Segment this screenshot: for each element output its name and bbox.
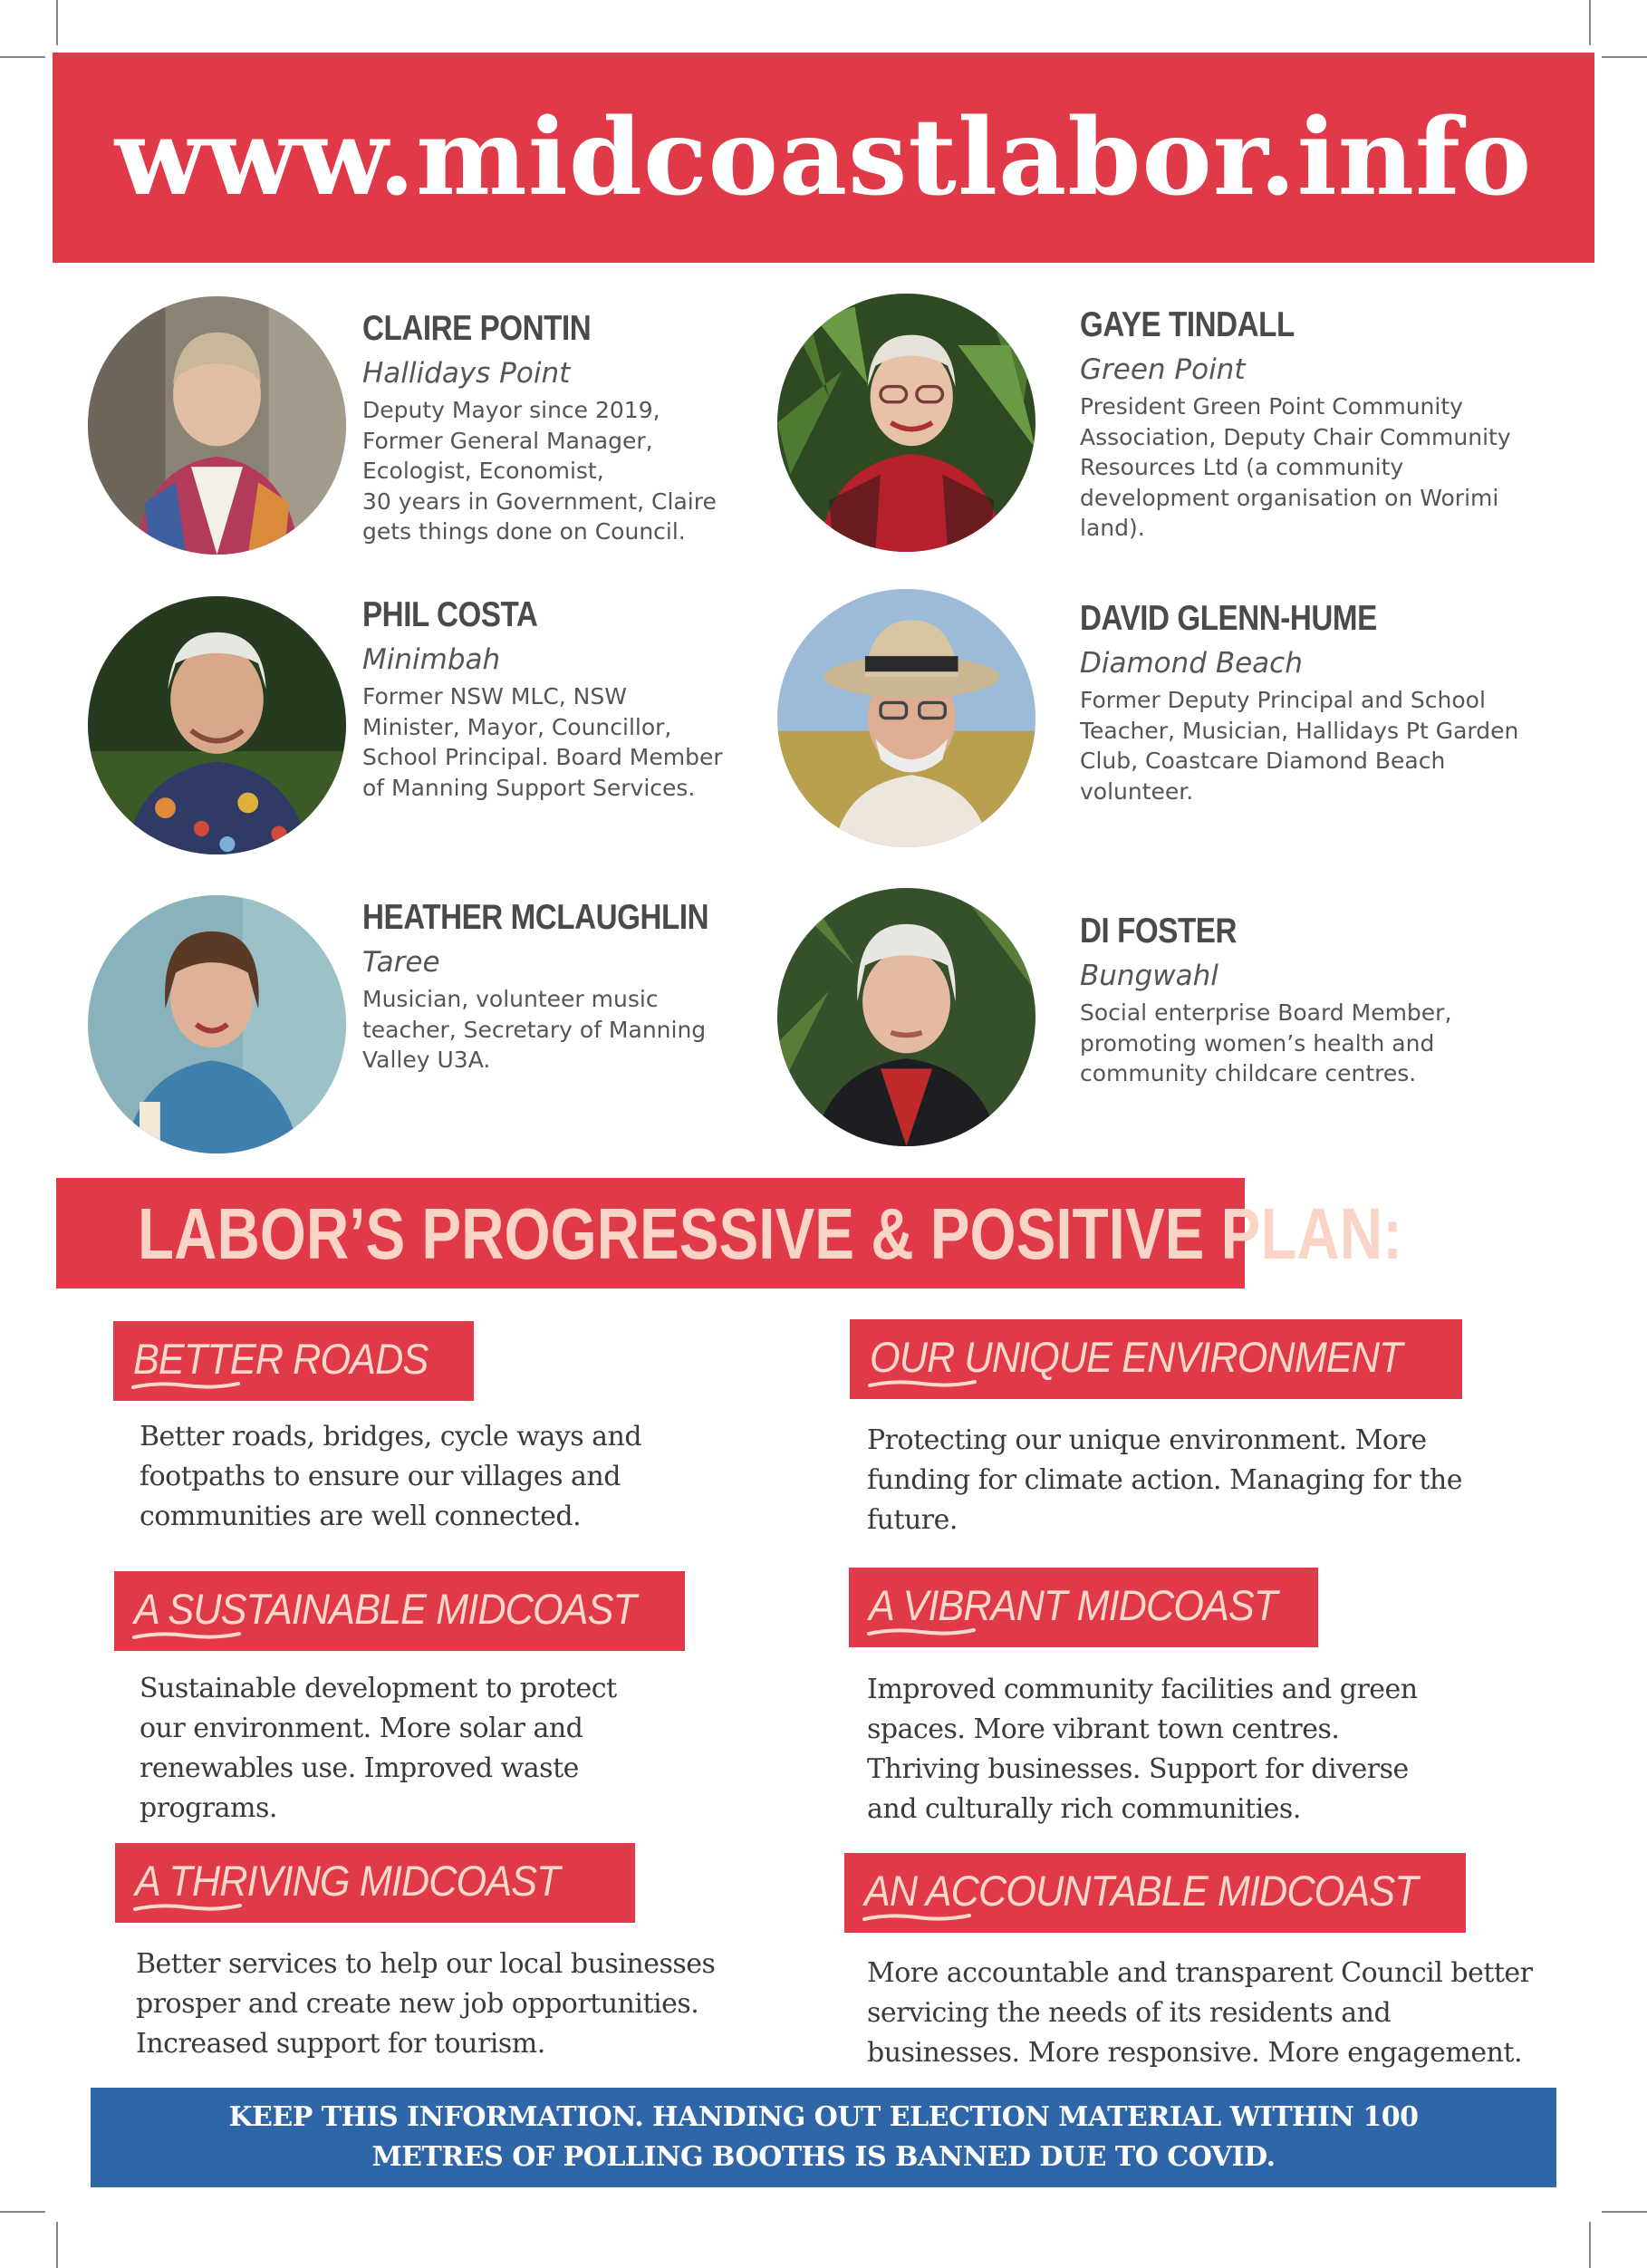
description-line: servicing the needs of its residents and	[867, 1997, 1392, 2029]
plan-item-description	[867, 1670, 1418, 1829]
candidate-location: Bungwahl	[1080, 960, 1218, 992]
candidate-description	[1080, 391, 1587, 544]
description-line: funding for climate action. Managing for the	[867, 1464, 1462, 1496]
candidate-info	[362, 897, 761, 1076]
crop-mark	[0, 2211, 45, 2213]
brush-underline-icon	[867, 1626, 976, 1638]
plan-item-title: OUR UNIQUE ENVIRONMENT	[870, 1333, 1402, 1381]
description-line: land).	[1080, 515, 1145, 541]
plan-item-title: A THRIVING MIDCOAST	[135, 1857, 560, 1905]
description-line: Improved community facilities and green	[867, 1674, 1418, 1705]
description-line: renewables use. Improved waste	[140, 1752, 579, 1784]
plan-item-description	[136, 1945, 715, 2064]
description-line: Former General Manager,	[362, 427, 653, 454]
plan-heading-banner	[56, 1178, 1403, 1288]
description-line: Thriving businesses. Support for diverse	[867, 1753, 1409, 1785]
description-line: and culturally rich communities.	[867, 1793, 1301, 1825]
candidate-info	[362, 308, 761, 547]
description-line: Better services to help our local businesses	[136, 1948, 716, 1980]
candidate-description	[362, 984, 761, 1076]
description-line: Minister, Mayor, Councillor,	[362, 713, 672, 740]
description-line: teacher, Secretary of Manning	[362, 1016, 707, 1043]
description-line: Club, Coastcare Diamond Beach	[1080, 748, 1446, 774]
plan-item-title: A VIBRANT MIDCOAST	[869, 1581, 1277, 1629]
description-line: Social enterprise Board Member,	[1080, 999, 1452, 1026]
description-line: Former Deputy Principal and School	[1080, 687, 1486, 713]
crop-mark	[56, 0, 58, 45]
candidate-photo	[777, 589, 1035, 847]
description-line: Deputy Mayor since 2019,	[362, 397, 660, 423]
candidate-location: Taree	[362, 946, 440, 979]
description-line: future.	[867, 1504, 958, 1536]
description-line: volunteer.	[1080, 777, 1194, 805]
crop-mark	[1602, 2211, 1647, 2213]
plan-item-description	[867, 1421, 1462, 1540]
plan-item-label	[849, 1568, 1318, 1647]
candidate-name: GAYE TINDALL	[1080, 305, 1295, 344]
plan-item-title: A SUSTAINABLE MIDCOAST	[134, 1585, 637, 1633]
description-line: Protecting our unique environment. More	[867, 1424, 1427, 1456]
description-line: prosper and create new job opportunities.	[136, 1988, 699, 2020]
plan-item-description	[140, 1417, 641, 1537]
footer-line: METRES OF POLLING BOOTHS IS BANNED DUE TO COVID.	[371, 2141, 1276, 2173]
plan-item-description	[867, 1954, 1533, 2073]
candidate-name: PHIL COSTA	[362, 595, 538, 634]
candidate-photo	[88, 296, 346, 555]
candidate-photo	[88, 895, 346, 1153]
description-line: spaces. More vibrant town centres.	[867, 1713, 1340, 1745]
description-line: School Principal. Board Member	[362, 744, 723, 770]
candidate-info	[1080, 304, 1587, 544]
description-line: promoting women’s health and	[1080, 1029, 1435, 1057]
candidate-description	[1080, 685, 1587, 806]
description-line: community childcare centres.	[1080, 1060, 1417, 1086]
description-line: More accountable and transparent Council better	[867, 1957, 1533, 1989]
crop-mark	[1602, 56, 1647, 58]
footer-banner	[91, 2088, 1556, 2187]
candidate-description	[362, 681, 779, 803]
footer-line: KEEP THIS INFORMATION. HANDING OUT ELECTION MATERIAL WITHIN 100	[228, 2101, 1419, 2133]
crop-mark	[0, 56, 45, 58]
description-line: development organisation on Worimi	[1080, 484, 1499, 511]
candidate-photo	[777, 294, 1035, 552]
plan-heading: LABOR’S PROGRESSIVE & POSITIVE PLAN:	[138, 1193, 1403, 1274]
description-line: Former NSW MLC, NSW	[362, 683, 627, 709]
candidate-name: DAVID GLENN-HUME	[1080, 599, 1377, 638]
description-line: Better roads, bridges, cycle ways and	[140, 1421, 642, 1452]
brush-underline-icon	[862, 1911, 971, 1924]
description-line: Ecologist, Economist,	[362, 458, 604, 484]
plan-item-label	[844, 1853, 1466, 1933]
brush-underline-icon	[868, 1377, 977, 1390]
description-line: Association, Deputy Chair Community	[1080, 423, 1511, 450]
brush-underline-icon	[133, 1901, 242, 1914]
description-line: Valley U3A.	[362, 1047, 491, 1073]
footer-notice	[228, 2098, 1418, 2177]
header-banner	[53, 53, 1594, 263]
candidate-location: Hallidays Point	[362, 357, 571, 390]
candidate-name: HEATHER MCLAUGHLIN	[362, 898, 709, 937]
description-line: President Green Point Community	[1080, 393, 1463, 420]
description-line: gets things done on Council.	[362, 518, 686, 545]
description-line: 30 years in Government, Claire	[362, 487, 717, 515]
description-line: Resources Ltd (a community	[1080, 454, 1404, 480]
description-line: of Manning Support Services.	[362, 774, 696, 801]
brush-underline-icon	[131, 1379, 240, 1392]
crop-mark	[1589, 2222, 1591, 2268]
plan-item-label	[850, 1319, 1462, 1399]
description-line: Sustainable development to protect	[140, 1673, 617, 1704]
description-line: programs.	[140, 1792, 277, 1824]
candidate-description	[362, 395, 761, 547]
description-line: businesses. More responsive. More engagement.	[867, 2037, 1523, 2069]
candidate-name: CLAIRE PONTIN	[362, 309, 592, 348]
plan-item-label	[114, 1571, 685, 1651]
candidate-info	[1080, 911, 1587, 1089]
plan-item-description	[140, 1669, 617, 1829]
plan-item-title: BETTER ROADS	[133, 1335, 429, 1383]
candidate-info	[1080, 598, 1587, 806]
candidate-photo	[88, 596, 346, 854]
candidate-description	[1080, 998, 1587, 1089]
candidate-photo	[777, 888, 1035, 1146]
description-line: our environment. More solar and	[140, 1713, 583, 1744]
website-url[interactable]: www.midcoastlabor.info	[114, 96, 1533, 219]
crop-mark	[56, 2222, 58, 2268]
candidate-location: Diamond Beach	[1080, 647, 1303, 680]
description-line: footpaths to ensure our villages and	[140, 1461, 621, 1492]
crop-mark	[1589, 0, 1591, 45]
plan-item-label	[115, 1843, 635, 1923]
description-line: Teacher, Musician, Hallidays Pt Garden	[1080, 717, 1519, 744]
plan-item-label	[113, 1321, 474, 1401]
plan-item-title: AN ACCOUNTABLE MIDCOAST	[864, 1867, 1418, 1915]
brush-underline-icon	[132, 1629, 241, 1642]
candidate-location: Minimbah	[362, 643, 501, 676]
candidate-location: Green Point	[1080, 353, 1246, 386]
description-line: Musician, volunteer music	[362, 986, 659, 1012]
candidate-info	[362, 594, 779, 803]
description-line: communities are well connected.	[140, 1501, 582, 1532]
description-line: Increased support for tourism.	[136, 2028, 545, 2060]
candidate-name: DI FOSTER	[1080, 912, 1237, 951]
